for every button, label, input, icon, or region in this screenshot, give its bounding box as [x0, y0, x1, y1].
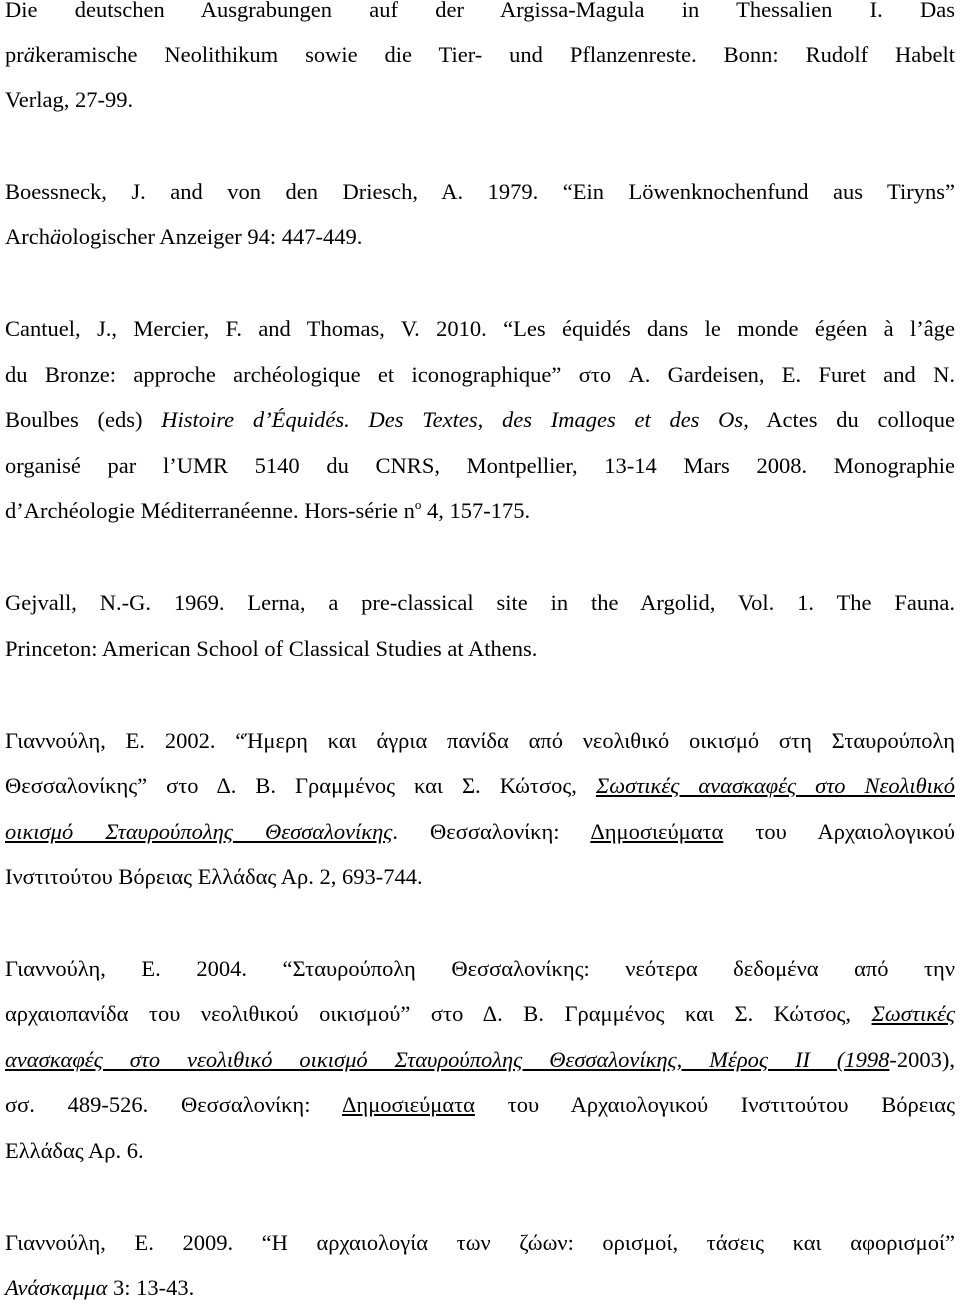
reference-line: [5, 496, 955, 526]
reference-text: Ινστιτούτου Βόρειας Ελλάδας Αρ. 2, 693-744.: [5, 864, 423, 889]
superscript-text: o: [414, 497, 422, 512]
reference-text: keramische Neolithikum sowie die Tier- und Pflanzenreste. Bonn: Rudolf Habelt: [35, 42, 955, 67]
reference-line: [5, 999, 955, 1029]
reference-text: organisé par l’UMR 5140 du CNRS, Montpellier, 13-14 Mars 2008. Monographie: [5, 453, 955, 478]
reference-text: Boulbes (eds): [5, 407, 162, 432]
reference-line: [5, 405, 955, 435]
reference-line: [5, 726, 955, 756]
reference-line: [5, 1228, 955, 1258]
reference-text: 4, 157-175.: [421, 498, 531, 523]
reference-italic-underlined-text: ανασκαφές στο νεολιθικό οικισμό Σταυρούπολης Θεσσαλονίκης, Μέρος ΙΙ (1998: [5, 1047, 890, 1072]
reference-text: Boessneck, J. and von den Driesch, A. 1979. “Ein Löwenknochenfund aus Tiryns”: [5, 179, 955, 204]
reference-underlined-text: Δημοσιεύματα: [341, 1092, 475, 1117]
reference-line: [5, 222, 955, 252]
reference-text: d’Archéologie Méditerranéenne. Hors-série n: [5, 498, 415, 523]
reference-text: [350, 407, 369, 432]
reference-text: pr: [5, 42, 24, 67]
reference-text: αρχαιοπανίδα του νεολιθικού οικισμού” στο Δ. Β. Γραμμένος και Σ. Κώτσος,: [5, 1001, 872, 1026]
reference-line: [5, 862, 955, 892]
reference-line: [5, 451, 955, 481]
reference-text: του Αρχαιολογικού Ινστιτούτου Βόρειας: [474, 1092, 955, 1117]
reference-text: Princeton: American School of Classical Studies at Athens.: [5, 636, 538, 661]
reference-line: [5, 1273, 955, 1303]
reference-text: Gejvall, N.-G. 1969. Lerna, a pre-classical site in the Argolid, Vol. 1. The Fauna.: [5, 590, 955, 615]
reference-text: , Actes du colloque: [743, 407, 956, 432]
reference-text: Γιαννούλη, Ε. 2009. “Η αρχαιολογία των ζώων: ορισμοί, τάσεις και αφορισμοί”: [5, 1230, 955, 1255]
reference-text: 3: 13-43.: [107, 1275, 195, 1300]
reference-line: [5, 634, 955, 664]
reference-text: Arch: [5, 224, 50, 249]
reference-italic-text: Ανάσκαμμα: [5, 1275, 108, 1300]
reference-text: du Bronze: approche archéologique et iconographique” στο A. Gardeisen, E. Furet and N.: [5, 362, 955, 387]
reference-text: Cantuel, J., Mercier, F. and Thomas, V. 2010. “Les équidés dans le monde égéen à l’âge: [5, 316, 955, 341]
reference-line: [5, 1136, 955, 1166]
reference-line: [5, 314, 955, 344]
reference-line: [5, 817, 955, 847]
reference-text: Γιαννούλη, Ε. 2002. “Ήμερη και άγρια πανίδα από νεολιθικό οικισμό στη Σταυρούπολη: [5, 728, 955, 753]
reference-text: -2003),: [889, 1047, 955, 1072]
reference-italic-underlined-text: Σωστικές ανασκαφές στο Νεολιθικό: [595, 773, 955, 798]
reference-line: [5, 85, 955, 115]
reference-italic-underlined-text: Σωστικές: [871, 1001, 955, 1026]
reference-text: . Θεσσαλονίκη:: [392, 819, 591, 844]
reference-text: ologischer Anzeiger 94: 447-449.: [61, 224, 363, 249]
reference-italic-underlined-text: οικισμό Σταυρούπολης Θεσσαλονίκης: [5, 819, 393, 844]
reference-text: Θεσσαλονίκης” στο Δ. Β. Γραμμένος και Σ. Κώτσος,: [5, 773, 596, 798]
reference-line: [5, 177, 955, 207]
reference-line: [5, 1090, 955, 1120]
reference-line: [5, 40, 955, 70]
reference-text: Γιαννούλη, Ε. 2004. “Σταυρούπολη Θεσσαλονίκης: νεότερα δεδομένα από την: [5, 956, 955, 981]
reference-text: Verlag, 27-99.: [5, 87, 134, 112]
reference-text: Die deutschen Ausgrabungen auf der Argissa-Magula in Thessalien I. Das: [5, 0, 955, 22]
reference-text: του Αρχαιολογικού: [723, 819, 955, 844]
reference-italic-text: ä: [49, 224, 62, 249]
reference-line: [5, 1045, 955, 1075]
reference-line: [5, 771, 955, 801]
reference-italic-text: Des Textes, des Images et des Os: [368, 407, 744, 432]
reference-italic-text: ä: [23, 42, 35, 67]
reference-underlined-text: Δημοσιεύματα: [590, 819, 724, 844]
reference-italic-text: Histoire d’Équidés.: [161, 407, 350, 432]
reference-text: σσ. 489-526. Θεσσαλονίκη:: [5, 1092, 342, 1117]
reference-line: [5, 588, 955, 618]
reference-line: [5, 0, 955, 25]
reference-text: Ελλάδας Αρ. 6.: [5, 1138, 144, 1163]
reference-line: [5, 954, 955, 984]
reference-line: [5, 360, 955, 390]
